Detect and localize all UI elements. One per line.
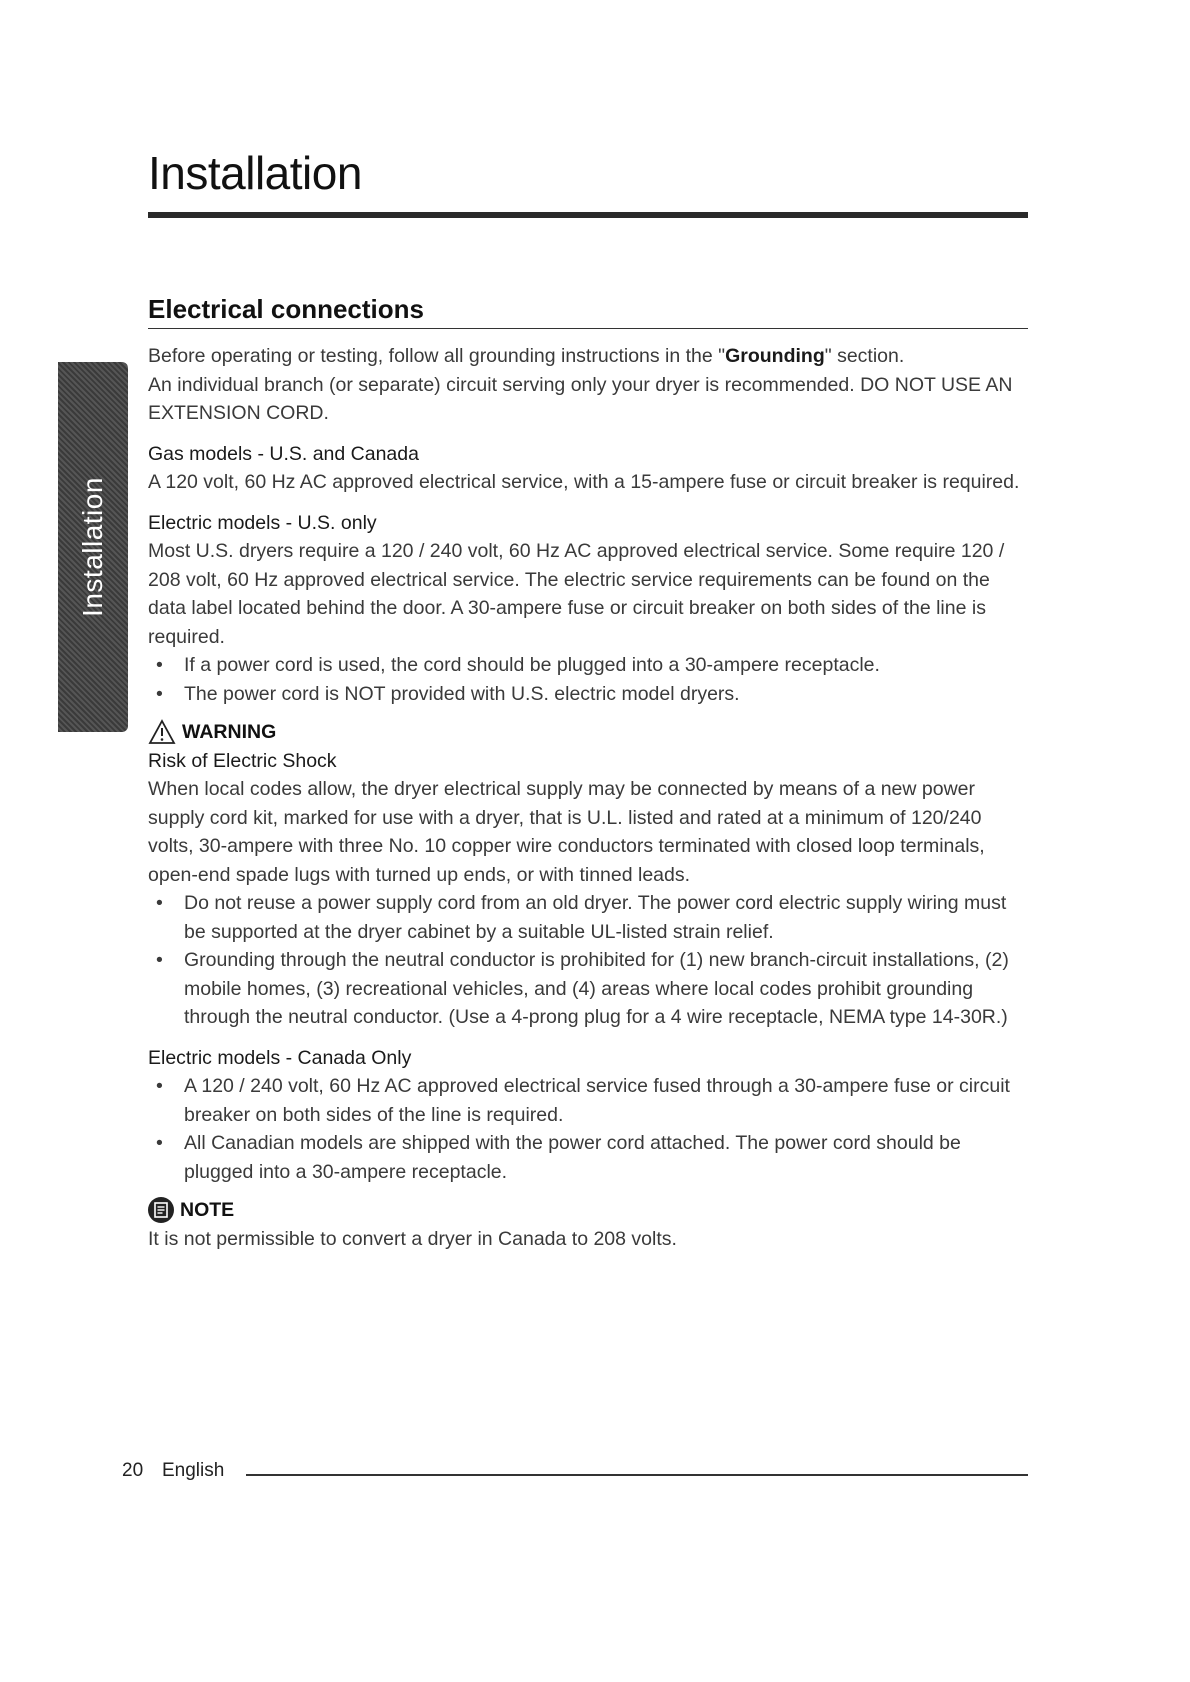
electric-us-text: Most U.S. dryers require a 120 / 240 volt, 60 Hz AC approved electrical service. Some require 120 / 208 volt, 60 Hz approved electrical service. The electric service requirements can be found on the data label located behind the door. A 30-ampere fuse or circuit breaker on both sides of the line is required.: [148, 540, 1005, 648]
title-rule: [148, 212, 1028, 218]
intro-paragraph: [148, 342, 1028, 371]
electric-canada-bullets: [148, 1072, 1028, 1186]
intro-after: " section.: [824, 345, 905, 367]
gas-text: A 120 volt, 60 Hz AC approved electrical service, with a 15-ampere fuse or circuit breaker is required.: [148, 471, 1020, 493]
electric-us-heading: Electric models - U.S. only: [148, 511, 377, 534]
intro-before: Before operating or testing, follow all grounding instructions in the ": [148, 345, 726, 367]
side-tab-label: Installation: [77, 477, 108, 617]
list-item: • If a power cord is used, the cord should be plugged into a 30-ampere receptacle.: [148, 651, 1028, 680]
list-item: • Grounding through the neutral conductor is prohibited for (1) new branch-circuit installations, (2) mobile homes, (3) recreational vehicles, and (4) areas where local codes prohibit grounding through the neutral conductor. (Use a 4-prong plug for a 4 wire receptacle, NEMA type 14-30R.): [148, 946, 1028, 1032]
list-item: • A 120 / 240 volt, 60 Hz AC approved electrical service fused through a 30-ampere fuse or circuit breaker on both sides of the line is required.: [148, 1072, 1028, 1129]
note-label: NOTE: [180, 1199, 235, 1221]
warning-label: WARNING: [182, 721, 277, 743]
warning-bullets: [148, 889, 1028, 1032]
footer-language: English: [162, 1460, 225, 1481]
warning-subtitle: Risk of Electric Shock: [148, 749, 337, 772]
note-callout: [148, 1196, 1028, 1225]
list-item: • Do not reuse a power supply cord from an old dryer. The power cord electric supply wiring must be supported at the dryer cabinet by a suitable UL-listed strain relief.: [148, 889, 1028, 946]
gas-heading: Gas models - U.S. and Canada: [148, 442, 419, 465]
warning-triangle-icon: [148, 719, 176, 745]
intro-paragraph-2: An individual branch (or separate) circuit serving only your dryer is recommended. DO NOT USE AN EXTENSION CORD.: [148, 373, 1013, 424]
list-item: • The power cord is NOT provided with U.S. electric model dryers.: [148, 680, 1028, 709]
note-icon: [148, 1197, 174, 1223]
note-text: It is not permissible to convert a dryer in Canada to 208 volts.: [148, 1227, 677, 1250]
electric-canada-heading: Electric models - Canada Only: [148, 1046, 412, 1069]
footer-rule: [246, 1474, 1028, 1476]
side-tab: [58, 362, 128, 732]
warning-text: When local codes allow, the dryer electrical supply may be connected by means of a new power supply cord kit, marked for use with a dryer, that is U.L. listed and rated at a minimum of 120/240 volts, 30-ampere with three No. 10 copper wire conductors terminated with closed loop terminals, open-end spade lugs with turned up ends, or with tinned leads.: [148, 778, 985, 886]
section-title: Electrical connections: [148, 294, 424, 324]
grounding-reference: Grounding: [725, 345, 825, 367]
page-title: Installation: [148, 147, 362, 199]
page-number: 20: [122, 1460, 144, 1481]
content-body: [148, 342, 1028, 1253]
list-item: • All Canadian models are shipped with the power cord attached. The power cord should be plugged into a 30-ampere receptacle.: [148, 1129, 1028, 1186]
electric-us-bullets: [148, 651, 1028, 708]
section-rule: [148, 328, 1028, 329]
warning-callout: [148, 718, 1028, 747]
